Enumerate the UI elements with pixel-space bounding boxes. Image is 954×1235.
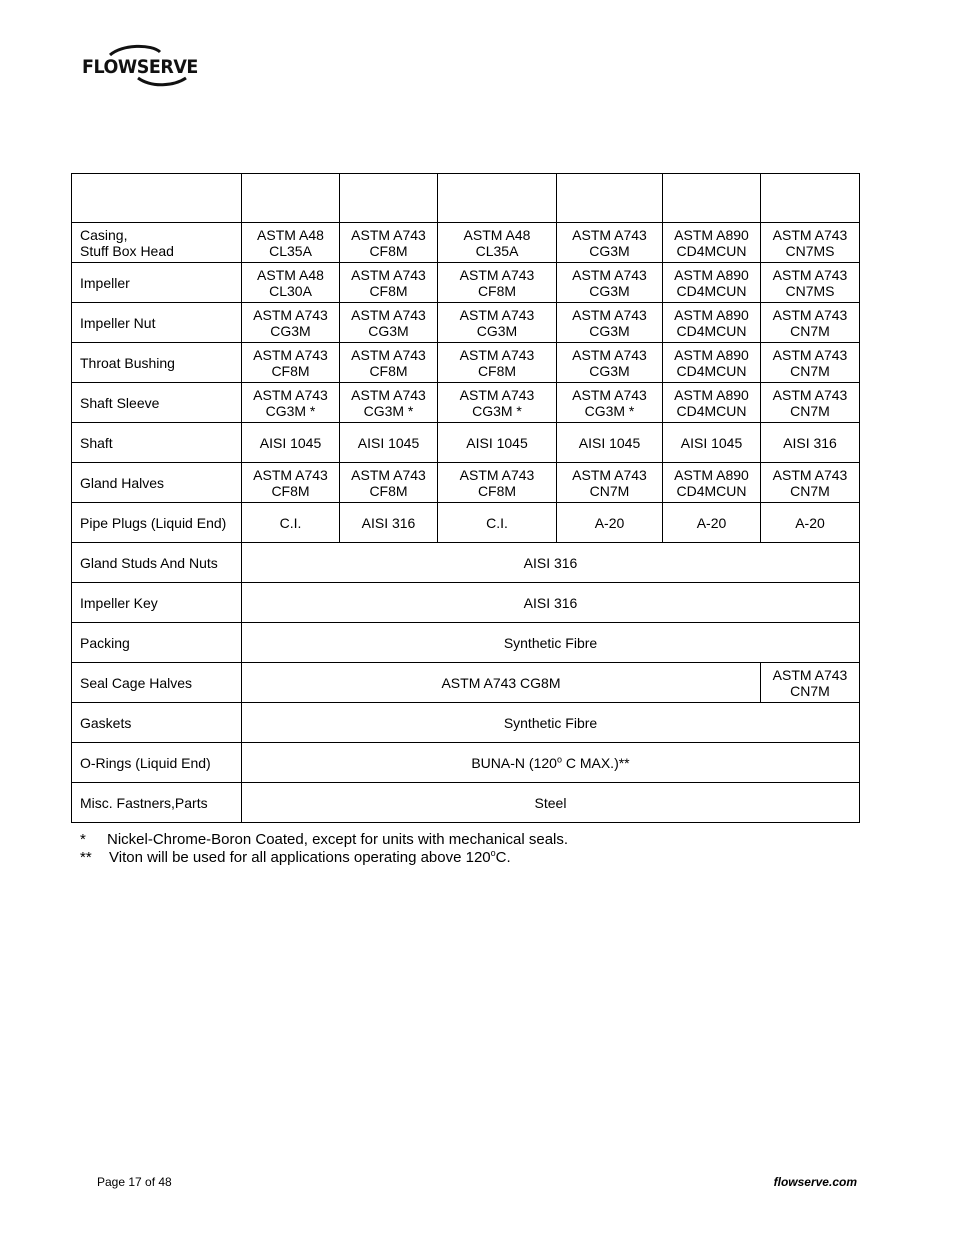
table-row (72, 303, 860, 343)
materials-table (71, 173, 860, 823)
material-cell: AISI 1045 (557, 423, 663, 463)
part-label: Pipe Plugs (Liquid End) (72, 503, 242, 543)
material-cell: ASTM A743 CG3M * (557, 383, 663, 423)
material-cell: ASTM A890 CD4MCUN (663, 303, 761, 343)
material-cell: ASTM A743 CG3M (438, 303, 557, 343)
footnote-mark: ** (80, 849, 92, 866)
footnote-text: Nickel-Chrome-Boron Coated, except for units with mechanical seals. (107, 831, 569, 848)
table-row (72, 463, 860, 503)
table-row (72, 783, 860, 823)
material-cell: ASTM A890 CD4MCUN (663, 223, 761, 263)
website-link[interactable]: flowserve.com (773, 1175, 857, 1189)
material-cell: ASTM A743 CG3M (557, 343, 663, 383)
material-cell: ASTM A743 CN7M (761, 663, 860, 703)
logo-text: FLOWSERVE (82, 56, 198, 78)
table-row (72, 503, 860, 543)
material-cell: Synthetic Fibre (242, 703, 860, 743)
material-cell: ASTM A743 CN7MS (761, 223, 860, 263)
part-label: Shaft (72, 423, 242, 463)
material-cell: ASTM A890 CD4MCUN (663, 383, 761, 423)
material-cell: ASTM A743 CG3M (242, 303, 340, 343)
part-label: Casing, Stuff Box Head (72, 223, 242, 263)
material-cell: AISI 316 (340, 503, 438, 543)
material-cell: ASTM A743 CG3M * (438, 383, 557, 423)
material-cell: ASTM A890 CD4MCUN (663, 343, 761, 383)
part-label: Shaft Sleeve (72, 383, 242, 423)
table-row (72, 223, 860, 263)
material-cell: C.I. (242, 503, 340, 543)
material-cell: AISI 316 (242, 583, 860, 623)
header-cell (761, 174, 860, 223)
part-label: Misc. Fastners,Parts (72, 783, 242, 823)
material-cell: ASTM A743 CF8M (438, 343, 557, 383)
material-cell: ASTM A743 CF8M (242, 463, 340, 503)
material-cell: ASTM A743 CF8M (438, 263, 557, 303)
part-label: Gland Halves (72, 463, 242, 503)
footnote-mark: * (80, 831, 86, 848)
part-label: Impeller Nut (72, 303, 242, 343)
material-cell: ASTM A743 CN7M (761, 343, 860, 383)
material-cell: ASTM A743 CF8M (438, 463, 557, 503)
material-cell: ASTM A743 CF8M (340, 223, 438, 263)
material-cell: C.I. (438, 503, 557, 543)
header-cell (663, 174, 761, 223)
footnote-text: Viton will be used for all applications operating above 120 (109, 849, 491, 866)
material-text-end: C MAX.)** (561, 754, 630, 771)
flowserve-logo (82, 42, 202, 88)
material-cell (242, 743, 860, 783)
material-cell: ASTM A48 CL35A (438, 223, 557, 263)
header-cell (557, 174, 663, 223)
header-cell (242, 174, 340, 223)
material-cell: AISI 316 (242, 543, 860, 583)
table-row (72, 383, 860, 423)
material-cell: AISI 1045 (438, 423, 557, 463)
material-cell: ASTM A890 CD4MCUN (663, 263, 761, 303)
material-cell: ASTM A743 CF8M (242, 343, 340, 383)
material-cell: ASTM A743 CG3M (557, 263, 663, 303)
table-row (72, 263, 860, 303)
table-row (72, 543, 860, 583)
material-cell: A-20 (761, 503, 860, 543)
table-row (72, 743, 860, 783)
footnote-1 (80, 831, 568, 849)
part-label: Gaskets (72, 703, 242, 743)
material-cell: ASTM A743 CG8M (242, 663, 761, 703)
material-cell: ASTM A890 CD4MCUN (663, 463, 761, 503)
material-cell: ASTM A743 CG3M (557, 223, 663, 263)
material-cell: Synthetic Fibre (242, 623, 860, 663)
material-cell: AISI 1045 (663, 423, 761, 463)
material-cell: ASTM A743 CF8M (340, 463, 438, 503)
table-row (72, 343, 860, 383)
material-cell: ASTM A743 CG3M (340, 303, 438, 343)
material-cell: ASTM A743 CG3M * (242, 383, 340, 423)
header-row (72, 174, 860, 223)
table-row (72, 663, 860, 703)
material-cell: AISI 1045 (340, 423, 438, 463)
material-cell: ASTM A743 CN7M (557, 463, 663, 503)
page-number: Page 17 of 48 (97, 1175, 172, 1189)
material-cell: AISI 1045 (242, 423, 340, 463)
material-cell: ASTM A743 CN7M (761, 303, 860, 343)
part-label: Packing (72, 623, 242, 663)
header-cell (340, 174, 438, 223)
material-cell: ASTM A743 CG3M (557, 303, 663, 343)
material-cell: ASTM A743 CN7MS (761, 263, 860, 303)
table-row (72, 583, 860, 623)
table-row (72, 623, 860, 663)
material-cell: AISI 316 (761, 423, 860, 463)
material-cell: ASTM A48 CL35A (242, 223, 340, 263)
header-cell (72, 174, 242, 223)
material-cell: ASTM A48 CL30A (242, 263, 340, 303)
material-cell: ASTM A743 CG3M * (340, 383, 438, 423)
part-label: Seal Cage Halves (72, 663, 242, 703)
material-cell: ASTM A743 CF8M (340, 263, 438, 303)
part-label: Throat Bushing (72, 343, 242, 383)
material-cell: ASTM A743 CN7M (761, 383, 860, 423)
degree-sup: o (490, 848, 496, 858)
part-label: Impeller (72, 263, 242, 303)
part-label: O-Rings (Liquid End) (72, 743, 242, 783)
footnotes (80, 831, 568, 867)
material-cell: A-20 (663, 503, 761, 543)
footnote-text-end: C. (495, 849, 511, 866)
part-label: Impeller Key (72, 583, 242, 623)
table-row (72, 423, 860, 463)
part-label: Gland Studs And Nuts (72, 543, 242, 583)
material-cell: Steel (242, 783, 860, 823)
table-row (72, 703, 860, 743)
material-cell: ASTM A743 CF8M (340, 343, 438, 383)
material-cell: A-20 (557, 503, 663, 543)
degree-sup: o (556, 753, 562, 764)
material-text: BUNA-N (120 (471, 754, 557, 771)
footnote-2 (80, 849, 568, 867)
header-cell (438, 174, 557, 223)
material-cell: ASTM A743 CN7M (761, 463, 860, 503)
